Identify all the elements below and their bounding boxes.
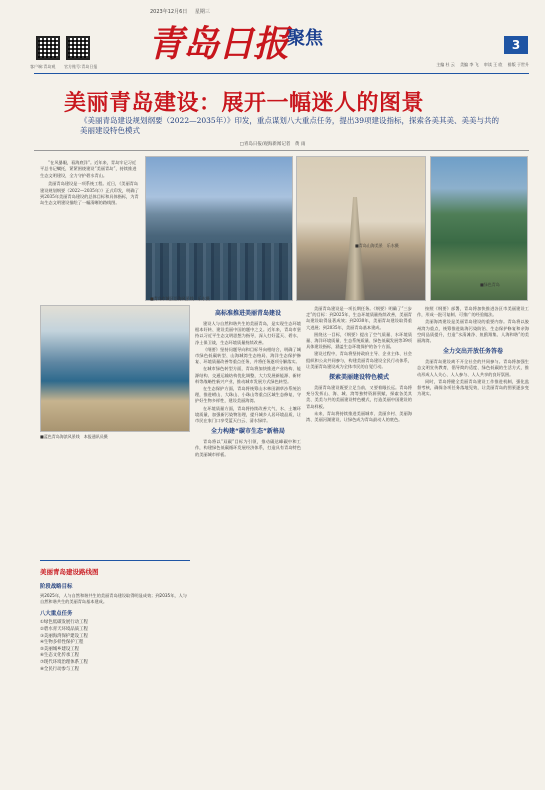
lead-paragraph: 美丽青岛建设是一项系统工程。近日，《美丽青岛建设规划纲要（2022—2035年）》正式印发，明确了到2035年美丽青岛建设的总体目标和具体指标，为青岛生态文明建设描绘了一幅清晰的路线图。 [40,181,139,206]
masthead [0,0,545,78]
body-paragraph: 围绕这一目标，《纲要》提出了空气质量、水环境质量、海洋环境质量、生态系统质量、绿色低碳发展等39项具体建设指标，涵盖生态环境保护的各个方面。 [306,331,412,350]
sidebar-goal-heading: 阶段战略目标 [40,584,73,590]
skyline-shape [146,243,292,300]
tower-shape [345,197,365,301]
task-item: ⑥生态文化传承工程 [40,653,80,659]
photo-city-bay [145,156,293,301]
task-item: ②碧水青天环境品质工程 [40,627,88,632]
task-item: ⑤美丽城乡建设工程 [40,646,80,652]
sidebar-task-list [40,620,190,673]
body-paragraph: 美丽海湾建设是美丽青岛建设的重要内容。青岛将以胶州湾为重点，统筹推进陆海污染防治、生态保护修复和亲海空间品质提升，打造“水清滩净、鱼鸥翔集、人海和谐”的美丽海湾。 [417,319,529,344]
photo-green-park [430,156,528,301]
editor-credit: 排版 于世升 [507,62,529,67]
editor-credits [432,62,529,68]
section-heading: 高标准推进美丽青岛建设 [214,310,281,317]
editor-credit: 美编 李 飞 [460,62,479,67]
body-paragraph: 在生态保护方面，青岛将统筹山水林田湖草沙系统治理，推进崂山、大珠山、小珠山等重点区域生态修复，守护好生物多样性，建设美丽海湾。 [195,386,301,404]
photo-beach [40,305,190,432]
section-heading: 探索美丽建设特色模式 [328,374,389,382]
task-item: ⑧全民行动参与工程 [40,666,80,672]
headline-divider [34,150,529,151]
photo-caption: ■青岛山海美景 乐水摄 [355,243,399,248]
body-paragraph: 在城市绿色转型方面，青岛将加快推进产业结构、能源结构、交通运输结构优化调整，大力发展新能源、新材料等战略性新兴产业，推动城市发展方式绿色转型。 [195,366,301,384]
qr-caption: 官方账号:青岛日报 [64,64,98,69]
photo-caption: ■绿色青岛 [480,282,500,287]
issue-weekday: 星期三 [194,9,210,15]
headline: 美丽青岛建设：展开一幅迷人的图景 [64,90,425,116]
sidebar-goal-text: 到2025年，人与自然和谐共生的美丽青岛建设取得明显成效；到2035年，人与自然和谐共生的美丽青岛基本建成。 [40,593,187,605]
body-paragraph: 建设过程中，青岛将坚持政府主导、企业主体、社会组织和公众共同参与，构建美丽青岛建设全民行动体系，让美丽青岛建设成为全体市民的自觉行动。 [306,351,412,369]
body-column [417,306,529,782]
body-paragraph: 在环境质量方面，青岛将持续改善大气、水、土壤环境质量，加强新污染物治理，提升城乡人居环境品质，让市民在家门口享受蓝天白云、清水绿岸。 [195,405,301,424]
sidebar-tasks-heading: 八大重点任务 [40,611,73,618]
body-column [306,306,412,782]
byline: □青岛日报/观海新闻记者 黄 雨 [239,142,306,147]
task-item: ①绿色低碳发展行动工程 [40,620,88,626]
subheadline: 《美丽青岛建设规划纲要（2022—2035年）》印发，重点谋划八大重点任务，提出39项建设指标，探索各美其美、美美与共的美丽建设特色模式 [80,116,499,135]
sidebar-roadmap [40,560,190,782]
body-column [195,306,301,782]
sidebar-title: 美丽青岛建设路线图 [40,568,99,576]
photo-caption: ■青岛市城区沿海风景线 乐水摄 [150,296,210,301]
body-paragraph: 青岛将以“双碳”目标为引领，推动碳达峰碳中和工作，构建绿色低碳循环发展经济体系，打造具有青岛特色的美丽城市样板。 [195,439,301,457]
date-line [150,8,216,15]
task-item: ④生物多样性保护工程 [40,640,84,646]
qr-code-icon [36,36,60,60]
paper-name: 青岛日报 [148,23,289,65]
photo-caption: ■蓝色青岛海滨风景线 本报通讯员摄 [40,434,108,439]
body-paragraph: 建设人与自然和谐共生的美丽青岛，是实现生态环境根本好转、建设美丽中国的题中之义。近年来，青岛市坚持以习近平生态文明思想为指导，深入打好蓝天、碧水、净土保卫战，生态环境质量持续改善。 [195,321,301,345]
task-item: ⑦现代环境治理体系工程 [40,659,88,665]
body-paragraph: 按照《纲要》部署，青岛将加快推进各区市美丽建设工作，形成一批可复制、可推广的经验做法。 [417,306,529,318]
lead-paragraphs [40,160,140,209]
body-paragraph: 未来，青岛将持续推进美丽城市、美丽乡村、美丽海湾、美丽河湖建设，让绿色成为青岛最动人的底色。 [306,410,412,423]
body-paragraph: 美丽青岛建设是一项长期任务。《纲要》明确了“三步走”的目标：到2025年，生态环境质量持续改善，美丽青岛建设取得显著成效；到2030年，美丽青岛建设取得重大进展；到2035年，美丽青岛基本建成。 [306,306,412,330]
photo-tv-tower [296,156,426,301]
section-heading: 全力交出开放任务答卷 [442,348,503,356]
section-name: 聚焦 [287,28,323,49]
editor-credit: 审读 王 欣 [483,62,503,67]
section-heading: 全力构建“碳市生态”新格局 [211,428,285,436]
task-item: ③美丽海湾保护建设工程 [40,633,88,639]
editor-credit: 主编 杜 云 [436,62,455,67]
page-number: 3 [504,36,528,54]
qr-code-icon [66,36,90,60]
body-paragraph: 美丽青岛建设离不开全社会的共同参与。青岛将加强生态文明宣传教育，倡导简约适度、绿色低碳的生活方式，推动形成人人关心、人人参与、人人共享的良好氛围。 [417,359,529,377]
masthead-divider [34,73,529,74]
qr-caption: 客户端:青岛观 [30,64,56,69]
body-paragraph: 同时，青岛将健全美丽青岛建设工作推进机制，强化监督考核，确保各项任务落地见效，让美丽青岛的图景逐步变为现实。 [417,378,529,397]
body-paragraph: 美丽青岛建设既要立足当前，又要着眼长远。青岛将充分发挥山、海、城、湾等独特资源禀赋，探索各美其美、美美与共的美丽建设特色模式，打造美丽中国建设的青岛样板。 [306,385,412,409]
body-paragraph: 《纲要》坚持问题导向和目标导向相结合，明确了城市绿色低碳转型、山海城湾生态格局、海洋生态保护修复、环境质量改善等重点任务，并将任务逐项分解落实。 [195,346,301,365]
lead-paragraph: “在风暴眼，看海底洋”。近年来，青岛牢记习近平总书记嘱托，紧紧围绕建设“美丽青岛”，持续推进生态文明建设，全力守护碧水青山。 [40,160,137,178]
issue-date: 2023年12月6日 [150,9,188,15]
